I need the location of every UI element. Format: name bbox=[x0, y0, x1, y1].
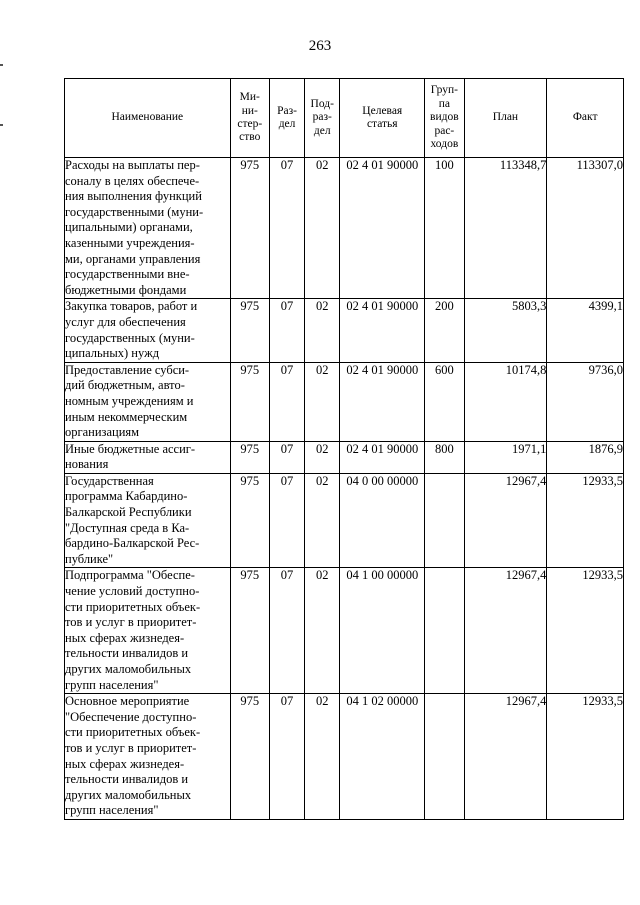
text-line: па bbox=[438, 97, 450, 110]
row-group: 600 bbox=[425, 362, 464, 441]
text-line: Под- bbox=[310, 97, 334, 110]
row-target: 04 1 02 00000 bbox=[340, 694, 425, 820]
row-section: 07 bbox=[269, 473, 304, 568]
header-section bbox=[269, 79, 304, 158]
row-fact: 9736,0 bbox=[547, 362, 624, 441]
text-line: стер- bbox=[237, 118, 263, 130]
text-line: Иные бюджетные ассиг- bbox=[65, 441, 196, 456]
text-line: публике" bbox=[65, 551, 114, 566]
row-name bbox=[65, 473, 231, 568]
text-line: нования bbox=[65, 457, 109, 472]
row-subsection: 02 bbox=[305, 299, 340, 362]
text-line: сти приоритетных объек- bbox=[65, 599, 201, 614]
text-line: бардино-Балкарской Рес- bbox=[65, 536, 200, 551]
row-section: 07 bbox=[269, 568, 304, 694]
row-ministry: 975 bbox=[230, 694, 269, 820]
row-fact: 1876,9 bbox=[547, 441, 624, 473]
row-subsection: 02 bbox=[305, 473, 340, 568]
row-group: 100 bbox=[425, 158, 464, 299]
text-line: "Обеспечение доступно- bbox=[65, 709, 197, 724]
text-line: дел bbox=[278, 118, 296, 130]
row-target: 02 4 01 90000 bbox=[340, 158, 425, 299]
text-line: Закупка товаров, работ и bbox=[65, 299, 198, 314]
table-row bbox=[65, 362, 624, 441]
text-line: Раз- bbox=[277, 104, 297, 117]
row-ministry: 975 bbox=[230, 473, 269, 568]
table-row bbox=[65, 441, 624, 473]
row-subsection: 02 bbox=[305, 568, 340, 694]
text-line: ципальными) органами, bbox=[65, 220, 193, 235]
row-target: 02 4 01 90000 bbox=[340, 299, 425, 362]
text-line: номным учреждениям и bbox=[65, 393, 194, 408]
text-line: других маломобильных bbox=[65, 662, 192, 676]
text-line: тов и услуг в приоритет- bbox=[65, 615, 197, 630]
table-row bbox=[65, 473, 624, 568]
text-line: групп населения" bbox=[65, 677, 159, 692]
table-row bbox=[65, 694, 624, 820]
row-target: 02 4 01 90000 bbox=[340, 441, 425, 473]
text-line: статья bbox=[366, 118, 398, 130]
header-group bbox=[425, 79, 464, 158]
header-target bbox=[340, 79, 425, 158]
row-group bbox=[425, 473, 464, 568]
text-line: ми, органами управления bbox=[65, 251, 201, 266]
text-line: групп населения" bbox=[65, 803, 159, 818]
text-line: государственных (муни- bbox=[65, 330, 195, 345]
text-line: раз- bbox=[312, 111, 332, 124]
text-line: "Доступная среда в Ка- bbox=[65, 520, 190, 535]
row-fact: 12933,5 bbox=[547, 694, 624, 820]
text-line: ных сферах жизнедея- bbox=[65, 630, 185, 645]
text-line: Государственная bbox=[65, 473, 154, 488]
text-line: тов и услуг в приоритет- bbox=[65, 740, 197, 755]
text-line: Основное мероприятие bbox=[65, 694, 190, 709]
row-plan: 5803,3 bbox=[464, 299, 547, 362]
text-line: тельности инвалидов и bbox=[65, 646, 189, 661]
text-line: ния выполнения функций bbox=[65, 189, 202, 204]
row-subsection: 02 bbox=[305, 158, 340, 299]
text-line: Предоставление субси- bbox=[65, 362, 190, 377]
text-line: ство bbox=[239, 131, 261, 144]
row-plan: 1971,1 bbox=[464, 441, 547, 473]
row-fact: 113307,0 bbox=[547, 158, 624, 299]
row-ministry: 975 bbox=[230, 441, 269, 473]
text-line: дий бюджетным, авто- bbox=[65, 378, 185, 393]
row-subsection: 02 bbox=[305, 441, 340, 473]
header-plan: План bbox=[464, 79, 547, 158]
row-subsection: 02 bbox=[305, 694, 340, 820]
row-name bbox=[65, 694, 231, 820]
text-line: казенными учреждения- bbox=[65, 235, 195, 250]
row-plan: 12967,4 bbox=[464, 694, 547, 820]
row-section: 07 bbox=[269, 694, 304, 820]
table-row bbox=[65, 158, 624, 299]
header-ministry bbox=[230, 79, 269, 158]
text-line: Подпрограмма "Обеспе- bbox=[65, 568, 195, 583]
text-line: Груп- bbox=[430, 84, 458, 97]
header-subsection bbox=[305, 79, 340, 158]
row-name bbox=[65, 441, 231, 473]
text-line: Целевая bbox=[362, 104, 403, 117]
row-section: 07 bbox=[269, 441, 304, 473]
row-ministry: 975 bbox=[230, 362, 269, 441]
text-line: дел bbox=[313, 124, 331, 137]
text-line: Ми- bbox=[239, 91, 260, 104]
header-fact: Факт bbox=[547, 79, 624, 158]
row-fact: 12933,5 bbox=[547, 568, 624, 694]
row-target: 02 4 01 90000 bbox=[340, 362, 425, 441]
row-ministry: 975 bbox=[230, 299, 269, 362]
row-name bbox=[65, 299, 231, 362]
text-line: других маломобильных bbox=[65, 787, 192, 802]
row-target: 04 0 00 00000 bbox=[340, 473, 425, 568]
row-ministry: 975 bbox=[230, 158, 269, 299]
row-name bbox=[65, 158, 231, 299]
row-ministry: 975 bbox=[230, 568, 269, 694]
row-section: 07 bbox=[269, 362, 304, 441]
text-line: ципальных) нужд bbox=[65, 346, 160, 361]
text-line: ни- bbox=[241, 104, 258, 117]
margin-mark bbox=[0, 124, 3, 126]
row-name bbox=[65, 362, 231, 441]
page-number: 263 bbox=[308, 38, 332, 54]
row-plan: 12967,4 bbox=[464, 473, 547, 568]
row-group: 200 bbox=[425, 299, 464, 362]
row-group bbox=[425, 568, 464, 694]
header-name: Наименование bbox=[65, 79, 231, 158]
margin-mark bbox=[0, 64, 3, 66]
row-plan: 12967,4 bbox=[464, 568, 547, 694]
text-line: соналу в целях обеспече- bbox=[65, 173, 200, 188]
row-fact: 4399,1 bbox=[547, 299, 624, 362]
text-line: тельности инвалидов и bbox=[65, 772, 189, 787]
text-line: организациям bbox=[65, 425, 140, 440]
text-line: Балкарской Республики bbox=[65, 505, 192, 520]
text-line: программа Кабардино- bbox=[65, 489, 188, 504]
row-section: 07 bbox=[269, 299, 304, 362]
text-line: ходов bbox=[430, 138, 459, 151]
table-header-row bbox=[65, 79, 624, 158]
text-line: бюджетными фондами bbox=[65, 282, 187, 297]
text-line: Расходы на выплаты пер- bbox=[65, 158, 200, 172]
text-line: видов bbox=[430, 111, 459, 124]
text-line: иным некоммерческим bbox=[65, 409, 188, 424]
row-section: 07 bbox=[269, 158, 304, 299]
row-group: 800 bbox=[425, 441, 464, 473]
text-line: услуг для обеспечения bbox=[65, 314, 186, 329]
table-row bbox=[65, 568, 624, 694]
text-line: сти приоритетных объек- bbox=[65, 725, 201, 740]
budget-table bbox=[64, 78, 624, 820]
text-line: ных сферах жизнедея- bbox=[65, 756, 185, 771]
row-group bbox=[425, 694, 464, 820]
text-line: чение условий доступно- bbox=[65, 584, 200, 599]
text-line: рас- bbox=[434, 124, 455, 137]
text-line: государственными (муни- bbox=[65, 204, 204, 219]
text-line: государственными вне- bbox=[65, 267, 190, 282]
row-fact: 12933,5 bbox=[547, 473, 624, 568]
row-plan: 113348,7 bbox=[464, 158, 547, 299]
row-target: 04 1 00 00000 bbox=[340, 568, 425, 694]
table-row bbox=[65, 299, 624, 362]
row-plan: 10174,8 bbox=[464, 362, 547, 441]
row-name bbox=[65, 568, 231, 694]
row-subsection: 02 bbox=[305, 362, 340, 441]
